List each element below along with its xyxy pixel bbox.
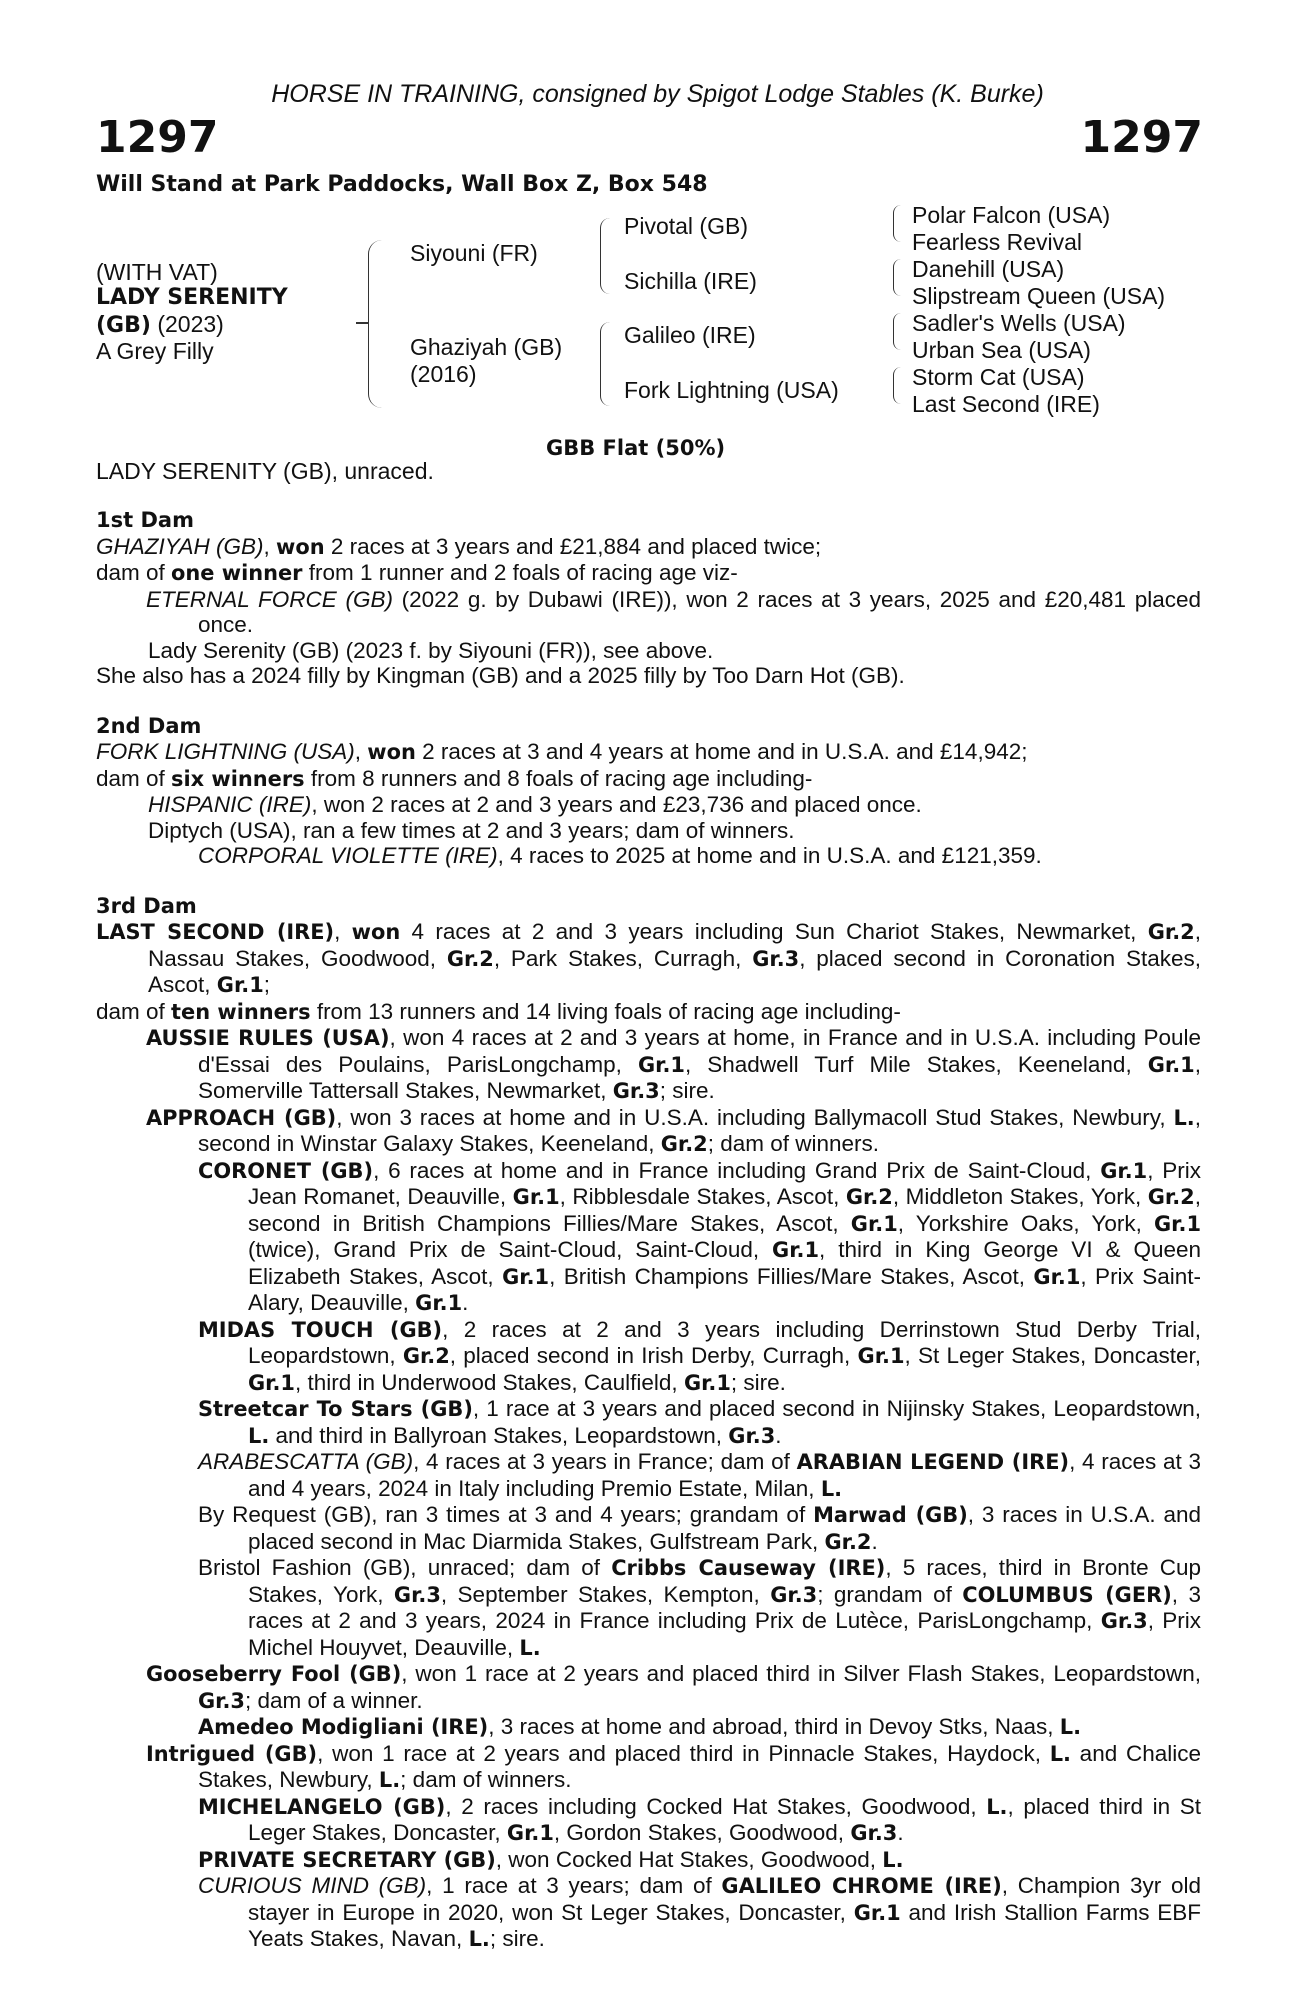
pedigree-brace-main bbox=[368, 240, 383, 408]
g4-ancestor: Last Second (IRE) bbox=[912, 391, 1100, 417]
g4-ancestor: Urban Sea (USA) bbox=[912, 337, 1091, 363]
produce-entry: By Request (GB), ran 3 times at 3 and 4 years; grandam of Marwad (GB), 3 races in U.S.A. and placed second in Mac Diarmida Stakes, Gulfstream Park, Gr.2. bbox=[198, 1502, 1201, 1554]
dam-sire: Galileo (IRE) bbox=[624, 322, 756, 348]
produce-entry: Intrigued (GB), won 1 race at 2 years and placed third in Pinnacle Stakes, Haydock, L. and Chalice Stakes, Newbury, L.; dam of winners. bbox=[146, 1740, 1201, 1792]
pedigree-brace-sire bbox=[600, 218, 611, 294]
sire-name: Siyouni (FR) bbox=[410, 240, 538, 266]
produce-entry: CORPORAL VIOLETTE (IRE), 4 races to 2025 at home and in U.S.A. and £121,359. bbox=[198, 843, 1042, 868]
g4-ancestor: Storm Cat (USA) bbox=[912, 364, 1085, 390]
vat-label: (WITH VAT) bbox=[96, 259, 218, 285]
horse-name: LADY SERENITY bbox=[96, 285, 288, 310]
consignor-line: HORSE IN TRAINING, consigned by Spigot Lodge Stables (K. Burke) bbox=[271, 80, 1044, 108]
second-dam-line: FORK LIGHTNING (USA), won 2 races at 3 and 4 years at home and in U.S.A. and £14,942; bbox=[96, 739, 1028, 764]
lot-number-left: 1297 bbox=[96, 112, 219, 163]
produce-entry: APPROACH (GB), won 3 races at home and in U.S.A. including Ballymacoll Stud Stakes, Newbury, L., second in Winstar Galaxy Stakes, Keeneland, Gr.2; dam of winners. bbox=[146, 1104, 1201, 1156]
rating-label: GBB Flat (50%) bbox=[546, 436, 726, 460]
g4-ancestor: Slipstream Queen (USA) bbox=[912, 283, 1166, 309]
produce-entry: MIDAS TOUCH (GB), 2 races at 2 and 3 years including Derrinstown Stud Derby Trial, Leopardstown, Gr.2, placed second in Irish Derby, Curragh, Gr.1, St Leger Stakes, Doncaster, Gr.1, third in Underwood Stakes, Caulfield, Gr.1; sire. bbox=[198, 1316, 1201, 1395]
third-dam-produce-line: dam of ten winners from 13 runners and 14 living foals of racing age including- bbox=[96, 998, 901, 1024]
dam-name: Ghaziyah (GB) bbox=[410, 334, 563, 360]
dam-dam: Fork Lightning (USA) bbox=[624, 377, 839, 403]
produce-entry: Amedeo Modigliani (IRE), 3 races at home and abroad, third in Devoy Stks, Naas, L. bbox=[198, 1714, 1082, 1739]
pedigree-brace-dam bbox=[600, 322, 611, 406]
produce-entry: Streetcar To Stars (GB), 1 race at 3 years and placed second in Nijinsky Stakes, Leopardstown, L. and third in Ballyroan Stakes, Leopardstown, Gr.3. bbox=[198, 1396, 1201, 1448]
first-dam-produce-line: dam of one winner from 1 runner and 2 foals of racing age viz- bbox=[96, 560, 738, 585]
g4-ancestor: Danehill (USA) bbox=[912, 256, 1065, 282]
dam-year: (2016) bbox=[410, 361, 477, 387]
produce-entry: ARABESCATTA (GB), 4 races at 3 years in France; dam of ARABIAN LEGEND (IRE), 4 races at 3 and 4 years, 2024 in Italy including Premio Estate, Milan, L. bbox=[198, 1449, 1201, 1501]
pedigree-brace-g4-4 bbox=[893, 367, 902, 404]
produce-entry: HISPANIC (IRE), won 2 races at 2 and 3 years and £23,736 and placed once. bbox=[148, 792, 922, 817]
pedigree-brace-main-tip bbox=[356, 322, 368, 324]
produce-entry: Lady Serenity (GB) (2023 f. by Siyouni (FR)), see above. bbox=[148, 637, 714, 663]
g4-ancestor: Sadler's Wells (USA) bbox=[912, 310, 1126, 336]
produce-entry: MICHELANGELO (GB), 2 races including Cocked Hat Stakes, Goodwood, L., placed third in St Leger Stakes, Doncaster, Gr.1, Gordon Stakes, Goodwood, Gr.3. bbox=[198, 1793, 1202, 1845]
pedigree-brace-g4-2 bbox=[893, 259, 902, 296]
produce-entry: CORONET (GB), 6 races at home and in France including Grand Prix de Saint-Cloud, Gr.1, Prix Jean Romanet, Deauville, Gr.1, Ribblesdale Stakes, Ascot, Gr.2, Middleton Stakes, York, Gr.2, second in British Champions Fillies/Mare Stakes, Ascot, Gr.1, Yorkshire Oaks, York, Gr.1 (twice), Grand Prix de Saint-Cloud, Saint-Cloud, Gr.1, third in King George VI & Queen Elizabeth Stakes, Ascot, Gr.1, British Champions Fillies/Mare Stakes, Ascot, Gr.1, Prix Saint-Alary, Deauville, Gr.1. bbox=[198, 1157, 1201, 1315]
pedigree-brace-g4-1 bbox=[893, 205, 902, 242]
horse-description: A Grey Filly bbox=[96, 338, 214, 364]
second-dam-heading: 2nd Dam bbox=[96, 713, 202, 738]
sire-sire: Pivotal (GB) bbox=[624, 213, 748, 239]
first-dam-line: GHAZIYAH (GB), won 2 races at 3 years and £21,884 and placed twice; bbox=[96, 533, 822, 559]
first-dam-heading: 1st Dam bbox=[96, 508, 194, 532]
lot-number-right: 1297 bbox=[1080, 112, 1203, 163]
produce-entry: Bristol Fashion (GB), unraced; dam of Cribbs Causeway (IRE), 5 races, third in Bronte Cup Stakes, York, Gr.3, September Stakes, Kempton, Gr.3; grandam of COLUMBUS (GER), 3 races at 2 and 3 years, 2024 in France including Prix de Lutèce, ParisLongchamp, Gr.3, Prix Michel Houyvet, Deauville, L. bbox=[198, 1555, 1201, 1660]
produce-entry: Diptych (USA), ran a few times at 2 and 3 years; dam of winners. bbox=[148, 817, 795, 843]
produce-entry: PRIVATE SECRETARY (GB), won Cocked Hat Stakes, Goodwood, L. bbox=[198, 1846, 904, 1872]
produce-entry: ETERNAL FORCE (GB) (2022 g. by Dubawi (IRE)), won 2 races at 3 years, 2025 and £20,481 placed once. bbox=[146, 586, 1201, 637]
produce-note: She also has a 2024 filly by Kingman (GB) and a 2025 filly by Too Darn Hot (GB). bbox=[96, 663, 905, 688]
third-dam-line: LAST SECOND (IRE), won 4 races at 2 and 3 years including Sun Chariot Stakes, Newmarket, Gr.2, Nassau Stakes, Goodwood, Gr.2, Park Stakes, Curragh, Gr.3, placed second in Coronation Stakes, Ascot, Gr.1; bbox=[96, 919, 1201, 997]
produce-entry: Gooseberry Fool (GB), won 1 race at 2 years and placed third in Silver Flash Stakes, Leopardstown, Gr.3; dam of a winner. bbox=[146, 1661, 1201, 1713]
g4-ancestor: Fearless Revival bbox=[912, 229, 1082, 255]
sire-dam: Sichilla (IRE) bbox=[624, 268, 757, 294]
unraced-note: LADY SERENITY (GB), unraced. bbox=[96, 458, 434, 484]
stand-location: Will Stand at Park Paddocks, Wall Box Z, Box 548 bbox=[96, 172, 708, 197]
third-dam-heading: 3rd Dam bbox=[96, 893, 197, 918]
dam-history bbox=[96, 508, 1201, 1953]
produce-entry: AUSSIE RULES (USA), won 4 races at 2 and 3 years at home, in France and in U.S.A. including Poule d'Essai des Poulains, ParisLongchamp, Gr.1, Shadwell Turf Mile Stakes, Keeneland, Gr.1, Somerville Tattersall Stakes, Newmarket, Gr.3; sire. bbox=[146, 1025, 1201, 1103]
pedigree-brace-g4-3 bbox=[893, 313, 902, 350]
second-dam-produce-line: dam of six winners from 8 runners and 8 foals of racing age including- bbox=[96, 765, 813, 791]
g4-ancestor: Polar Falcon (USA) bbox=[912, 202, 1111, 228]
produce-entry: CURIOUS MIND (GB), 1 race at 3 years; dam of GALILEO CHROME (IRE), Champion 3yr old stayer in Europe in 2020, won St Leger Stakes, Doncaster, Gr.1 and Irish Stallion Farms EBF Yeats Stakes, Navan, L.; sire. bbox=[198, 1873, 1201, 1951]
horse-country-year: (GB) (2023) bbox=[96, 311, 224, 338]
